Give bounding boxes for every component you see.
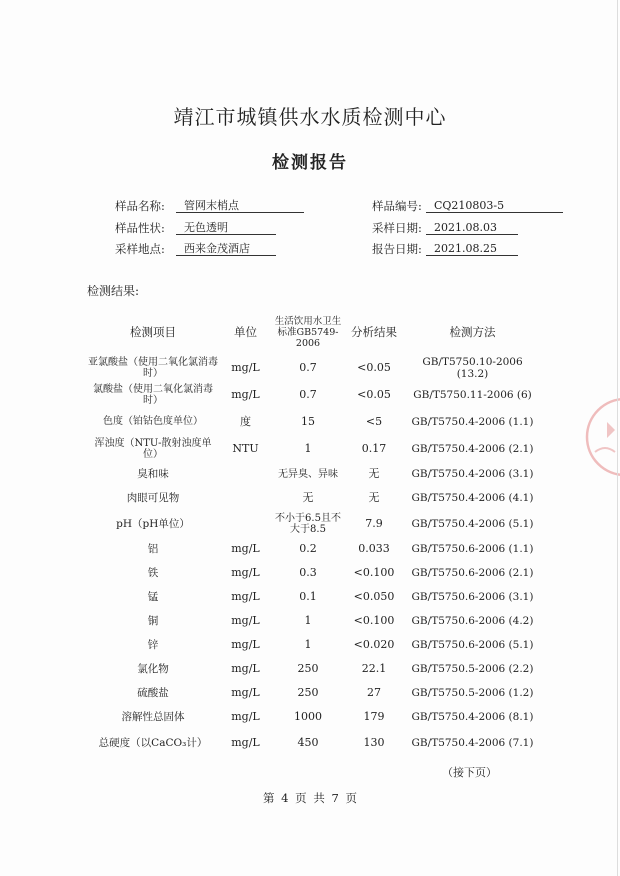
sample-name-label: 样品名称: <box>115 199 165 213</box>
table-row <box>88 657 540 681</box>
results-section-label: 检测结果: <box>87 284 140 298</box>
header-item: 检测项目 <box>130 325 176 339</box>
cell-unit <box>218 510 273 537</box>
cell-result: 0.17 <box>361 441 387 455</box>
table-row <box>88 729 540 756</box>
cell-method: GB/T5750.6-2006 (5.1) <box>411 639 534 651</box>
cell-method: GB/T5750.4-2006 (5.1) <box>411 517 534 530</box>
cell-item: 铁 <box>147 567 159 579</box>
results-table <box>88 310 540 756</box>
sample-name-value: 管网末梢点 <box>176 198 304 213</box>
table-row <box>88 486 540 510</box>
header-standard: 生活饮用水卫生标准GB5749-2006 <box>274 315 342 349</box>
cell-unit: mg/L <box>231 735 260 749</box>
header-method: 检测方法 <box>449 325 496 339</box>
cell-result: <0.05 <box>357 387 391 401</box>
sample-property-label: 样品性状: <box>115 221 165 235</box>
organization-title: 靖江市城镇供水水质检测中心 <box>173 105 447 129</box>
table-row <box>88 381 540 408</box>
cell-unit: mg/L <box>231 638 260 651</box>
cell-item: 锌 <box>147 639 159 651</box>
cell-item: 浑浊度（NTU-散射浊度单位） <box>94 437 212 460</box>
sample-location-label: 采样地点: <box>115 242 165 256</box>
cell-standard: 250 <box>297 662 319 675</box>
table-row <box>88 510 540 537</box>
cell-method: GB/T5750.11-2006 (6) <box>413 388 532 401</box>
cell-item: 总硬度（以CaCO₃计） <box>98 736 208 749</box>
report-title: 检测报告 <box>272 153 348 173</box>
cell-result: 无 <box>368 491 380 504</box>
cell-result: <5 <box>365 414 383 428</box>
report-date-value: 2021.08.25 <box>426 241 518 256</box>
cell-method: GB/T5750.10-2006 (13.2) <box>422 355 523 380</box>
cell-standard: 250 <box>297 686 319 699</box>
cell-standard: 无异臭、异味 <box>278 468 338 480</box>
cell-item: 铝 <box>147 543 159 555</box>
cell-item: 铜 <box>147 615 159 627</box>
cell-standard: 0.7 <box>299 360 317 374</box>
cell-result: <0.050 <box>353 590 395 603</box>
header-result: 分析结果 <box>351 325 397 339</box>
cell-unit <box>218 462 273 486</box>
cell-result: <0.100 <box>353 566 395 579</box>
cell-item: 亚氯酸盐（使用二氧化氯消毒时） <box>88 356 218 379</box>
table-row <box>88 705 540 729</box>
table-row <box>88 435 540 462</box>
cell-standard: 1 <box>304 441 312 455</box>
cell-result: 130 <box>363 735 385 749</box>
table-header-row <box>88 310 540 354</box>
table-row <box>88 537 540 561</box>
sample-property-value: 无色透明 <box>176 220 276 235</box>
cell-method: GB/T5750.4-2006 (1.1) <box>411 415 534 428</box>
cell-item: 臭和味 <box>137 468 169 480</box>
table-row <box>88 681 540 705</box>
cell-item: 溶解性总固体 <box>121 711 185 723</box>
table-row <box>88 462 540 486</box>
table-row <box>88 633 540 657</box>
cell-result: <0.100 <box>353 614 395 627</box>
cell-item: 肉眼可见物 <box>126 492 180 504</box>
cell-item: 色度（铂钴色度单位） <box>103 416 203 427</box>
cell-result: 无 <box>368 467 380 480</box>
cell-unit: mg/L <box>231 686 260 699</box>
cell-method: GB/T5750.5-2006 (2.2) <box>411 663 534 675</box>
cell-item: 锰 <box>147 591 159 603</box>
cell-result: 0.033 <box>358 542 390 555</box>
cell-unit: mg/L <box>231 614 260 627</box>
table-row <box>88 585 540 609</box>
table-row <box>88 561 540 585</box>
cell-unit: mg/L <box>231 542 260 555</box>
sample-id-value: CQ210803-5 <box>426 198 563 213</box>
cell-result: <0.020 <box>353 638 395 651</box>
table-row <box>88 408 540 435</box>
cell-standard: 1000 <box>294 710 322 723</box>
cell-standard: 0.3 <box>299 566 317 579</box>
cell-result: 7.9 <box>365 516 383 530</box>
cell-unit: mg/L <box>231 662 260 675</box>
cell-method: GB/T5750.6-2006 (4.2) <box>411 615 534 627</box>
sample-id-label: 样品编号: <box>372 199 422 213</box>
cell-method: GB/T5750.4-2006 (7.1) <box>411 736 534 749</box>
cell-result: 27 <box>367 686 381 699</box>
cell-method: GB/T5750.6-2006 (3.1) <box>411 591 534 603</box>
cell-standard: 0.1 <box>299 590 317 603</box>
sample-date-label: 采样日期: <box>372 221 422 235</box>
cell-method: GB/T5750.4-2006 (8.1) <box>411 711 534 723</box>
cell-method: GB/T5750.4-2006 (4.1) <box>411 492 534 504</box>
header-unit: 单位 <box>234 325 257 339</box>
cell-standard: 无 <box>302 491 314 504</box>
table-row <box>88 354 540 381</box>
cell-unit: 度 <box>240 414 251 428</box>
cell-standard: 0.2 <box>299 542 317 555</box>
sample-date-value: 2021.08.03 <box>426 220 518 235</box>
sample-location-value: 西来金茂酒店 <box>176 241 276 256</box>
cell-unit: mg/L <box>231 566 260 579</box>
cell-method: GB/T5750.6-2006 (1.1) <box>411 543 534 555</box>
seal-stamp <box>585 382 620 492</box>
scan-edge <box>617 0 618 876</box>
cell-unit <box>218 486 273 510</box>
cell-method: GB/T5750.4-2006 (2.1) <box>411 442 534 455</box>
cell-method: GB/T5750.4-2006 (3.1) <box>411 468 534 480</box>
cell-standard: 1 <box>304 614 312 627</box>
cell-standard: 450 <box>297 735 319 749</box>
cell-standard: 不小于6.5且不大于8.5 <box>275 512 341 535</box>
cell-item: pH（pH单位） <box>116 517 190 530</box>
cell-item: 氯酸盐（使用二氧化氯消毒时） <box>93 383 213 406</box>
cell-unit: mg/L <box>231 387 260 401</box>
cell-standard: 15 <box>301 414 315 428</box>
report-date-label: 报告日期: <box>372 242 422 256</box>
cell-standard: 0.7 <box>299 387 317 401</box>
table-row <box>88 609 540 633</box>
cell-item: 氯化物 <box>137 663 169 675</box>
cell-method: GB/T5750.6-2006 (2.1) <box>411 567 534 579</box>
cell-standard: 1 <box>304 638 312 651</box>
page-indicator: 第 4 页 共 7 页 <box>263 791 357 805</box>
cell-unit: NTU <box>232 441 259 455</box>
cell-method: GB/T5750.5-2006 (1.2) <box>411 687 534 699</box>
cell-item: 硫酸盐 <box>137 687 169 699</box>
cell-result: 22.1 <box>361 662 387 675</box>
cell-result: <0.05 <box>357 360 391 374</box>
cell-result: 179 <box>363 710 385 723</box>
cell-unit: mg/L <box>231 710 260 723</box>
cell-unit: mg/L <box>231 590 260 603</box>
cell-unit: mg/L <box>231 360 260 374</box>
continued-note: （接下页） <box>442 766 497 779</box>
